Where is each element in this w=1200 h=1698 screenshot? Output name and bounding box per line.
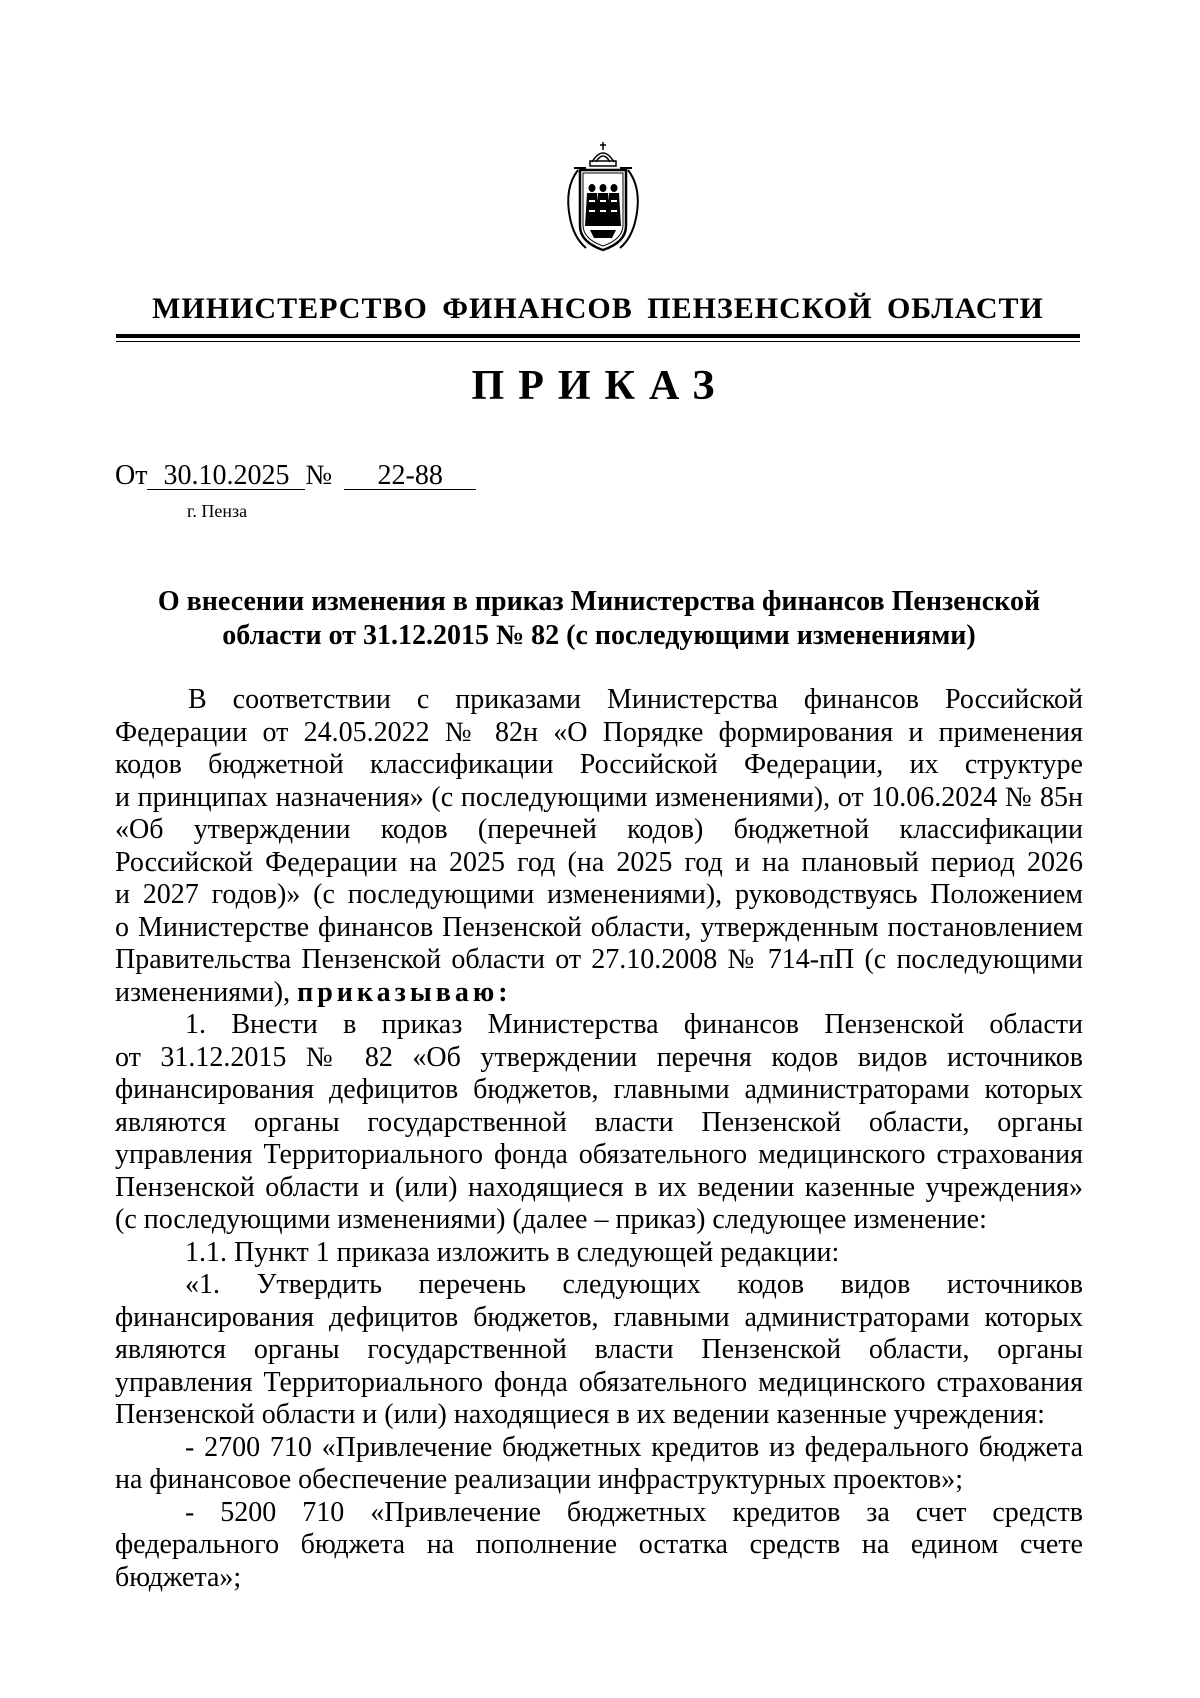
order-number: 22-88: [344, 463, 476, 490]
body-line: кодов бюджетной классификации Российской Федерации, их структуре: [115, 749, 1083, 780]
title-line: О внесении изменения в приказ Министерства финансов Пензенской: [157, 586, 1041, 617]
body-line: «1. Утвердить перечень следующих кодов видов источников: [185, 1269, 1083, 1300]
body-line: Пензенской области и (или) находящиеся в их ведении казенные учреждения:: [115, 1399, 1045, 1430]
coat-of-arms-icon: [556, 138, 650, 258]
body-line: 1. Внести в приказ Министерства финансов Пензенской области: [185, 1009, 1083, 1040]
body-line: на финансовое обеспечение реализации инфраструктурных проектов»;: [115, 1464, 963, 1495]
body-line: управления Территориального фонда обязательного медицинского страхования: [115, 1139, 1083, 1170]
document-type: ПРИКАЗ: [471, 363, 729, 409]
from-label: От: [115, 460, 148, 491]
body-line: финансирования дефицитов бюджетов, главными администраторами которых: [115, 1074, 1083, 1105]
title-line: области от 31.12.2015 № 82 (с последующими изменениями): [222, 620, 976, 651]
body-line-order: [115, 977, 1083, 1010]
order-body: [115, 684, 1083, 1594]
body-line: В соответствии с приказами Министерства финансов Российской: [188, 684, 1083, 715]
header-rule-thin: [116, 341, 1080, 342]
body-line: и принципах назначения» (с последующими изменениями), от 10.06.2024 № 85н: [115, 781, 1083, 813]
body-line: федерального бюджета на пополнение остатка средств на едином счете: [115, 1529, 1083, 1560]
body-line: Пензенской области и (или) находящиеся в их ведении казенные учреждения»: [115, 1171, 1083, 1203]
body-line: и 2027 годов)» (с последующими изменениями), руководствуясь Положением: [115, 879, 1083, 910]
body-line: являются органы государственной власти Пензенской области, органы: [115, 1106, 1083, 1138]
body-line: 1.1. Пункт 1 приказа изложить в следующей редакции:: [185, 1236, 840, 1268]
body-line: являются органы государственной власти Пензенской области, органы: [115, 1334, 1083, 1365]
body-line: бюджета»;: [115, 1561, 242, 1593]
date-number-line: [115, 460, 476, 492]
body-line: управления Территориального фонда обязательного медицинского страхования: [115, 1366, 1083, 1398]
body-line: от 31.12.2015 № 82 «Об утверждении перечня кодов видов источников: [115, 1041, 1083, 1073]
body-line: Российской Федерации на 2025 год (на 2025 год и на плановый период 2026: [115, 846, 1083, 878]
body-line: - 5200 710 «Привлечение бюджетных кредитов за счет средств: [185, 1496, 1083, 1528]
body-line: Федерации от 24.05.2022 № 82н «О Порядке формирования и применения: [115, 716, 1083, 748]
city: г. Пенза: [187, 501, 248, 521]
number-label: №: [305, 460, 333, 491]
order-date: 30.10.2025: [147, 463, 305, 490]
order-word: приказываю:: [297, 976, 512, 1008]
header-rule-thick: [116, 334, 1080, 338]
body-line: «Об утверждении кодов (перечней кодов) бюджетной классификации: [115, 814, 1083, 845]
body-line: - 2700 710 «Привлечение бюджетных кредитов из федерального бюджета: [185, 1431, 1083, 1463]
body-line: Правительства Пензенской области от 27.10.2008 № 714-пП (с последующими: [115, 944, 1083, 975]
body-line-text: изменениями),: [115, 976, 291, 1008]
body-line: финансирования дефицитов бюджетов, главными администраторами которых: [115, 1301, 1083, 1333]
body-line: о Министерстве финансов Пензенской области, утвержденным постановлением: [115, 911, 1083, 943]
ministry-name: МИНИСТЕРСТВО ФИНАНСОВ ПЕНЗЕНСКОЙ ОБЛАСТИ: [152, 292, 1044, 325]
body-line: (с последующими изменениями) (далее – приказ) следующее изменение:: [115, 1204, 987, 1235]
order-title: [118, 585, 1080, 653]
